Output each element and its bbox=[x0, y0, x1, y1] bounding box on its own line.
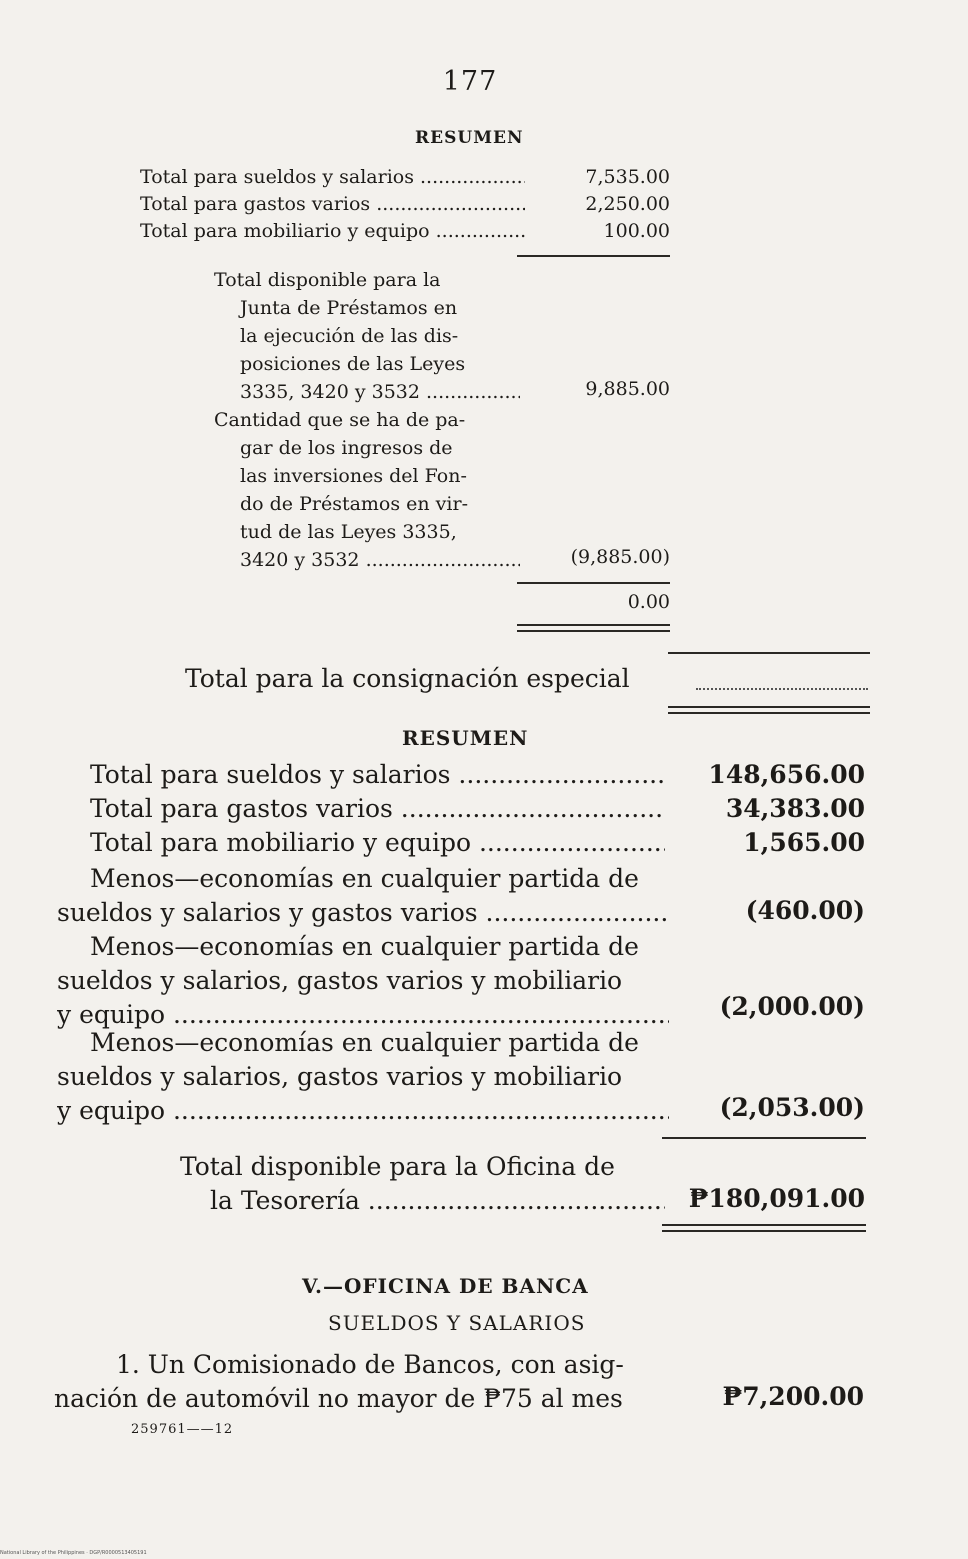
text-line: gar de los ingresos de bbox=[240, 437, 453, 459]
resumen-1-row bbox=[140, 193, 670, 219]
text-line: sueldos y salarios, gastos varios y mobiliario bbox=[57, 966, 623, 995]
text-line: 1. Un Comisionado de Bancos, con asig- bbox=[116, 1350, 624, 1379]
cantidad-block bbox=[214, 406, 524, 574]
section-subheading: SUELDOS Y SALARIOS bbox=[328, 1311, 586, 1335]
consignacion-label: Total para la consignación especial bbox=[185, 664, 630, 693]
row-value: 2,250.00 bbox=[585, 193, 670, 215]
rule bbox=[668, 652, 870, 654]
double-rule bbox=[662, 1224, 866, 1226]
resumen-heading-1: RESUMEN bbox=[415, 128, 524, 148]
text-line: do de Préstamos en vir- bbox=[240, 493, 468, 515]
menos-block-1 bbox=[57, 862, 669, 930]
page-number: 177 bbox=[442, 66, 498, 97]
text-line: Cantidad que se ha de pa- bbox=[214, 409, 466, 431]
text-line: sueldos y salarios y gastos varios ..... bbox=[57, 896, 669, 930]
text-line: Junta de Préstamos en bbox=[240, 297, 458, 319]
total-tesoreria-block bbox=[180, 1150, 670, 1218]
footer-text: National Library of the Philippines · DGP/R0000513405191 bbox=[0, 1550, 147, 1556]
item-1-value: ₱7,200.00 bbox=[722, 1382, 864, 1411]
text-line: la ejecución de las dis- bbox=[240, 325, 459, 347]
double-rule bbox=[517, 624, 670, 626]
resumen-1-row bbox=[140, 166, 670, 192]
text-line: nación de automóvil no mayor de ₱75 al mes bbox=[54, 1384, 623, 1413]
text-line: Total disponible para la bbox=[214, 269, 441, 291]
menos-value-3: (2,053.00) bbox=[719, 1093, 865, 1122]
row-value: 148,656.00 bbox=[708, 760, 865, 789]
double-rule bbox=[668, 706, 870, 708]
row-value: 100.00 bbox=[603, 220, 670, 242]
menos-value-2: (2,000.00) bbox=[719, 992, 865, 1021]
resumen-2-row bbox=[90, 828, 865, 862]
text-line: y equipo ..... bbox=[57, 1094, 669, 1128]
row-label: Total para gastos varios ..... bbox=[140, 193, 525, 215]
item-1-block bbox=[54, 1348, 669, 1416]
disponible-value: 9,885.00 bbox=[585, 378, 670, 400]
section-heading: V.—OFICINA DE BANCA bbox=[302, 1274, 589, 1298]
text-line: las inversiones del Fon- bbox=[240, 465, 467, 487]
net-value: 0.00 bbox=[627, 591, 670, 613]
resumen-2-row bbox=[90, 760, 865, 794]
dotted-leader bbox=[696, 688, 868, 690]
double-rule bbox=[662, 1230, 866, 1232]
row-label: Total para sueldos y salarios ..... bbox=[90, 760, 665, 789]
resumen-1-row bbox=[140, 220, 670, 246]
text-line: Total disponible para la Oficina de bbox=[180, 1152, 615, 1181]
row-value: 34,383.00 bbox=[725, 794, 865, 823]
text-line: Menos—economías en cualquier partida de bbox=[90, 932, 639, 961]
cantidad-value: (9,885.00) bbox=[570, 546, 670, 568]
menos-value-1: (460.00) bbox=[745, 896, 865, 925]
text-line: tud de las Leyes 3335, bbox=[240, 521, 457, 543]
double-rule bbox=[668, 712, 870, 714]
signature-mark: 259761——12 bbox=[131, 1422, 234, 1437]
resumen-2-row bbox=[90, 794, 865, 828]
rule bbox=[517, 255, 670, 257]
text-line: Menos—economías en cualquier partida de bbox=[90, 864, 639, 893]
text-line: sueldos y salarios, gastos varios y mobiliario bbox=[57, 1062, 623, 1091]
text-line: Menos—economías en cualquier partida de bbox=[90, 1028, 639, 1057]
row-label: Total para mobiliario y equipo ..... bbox=[90, 828, 665, 857]
row-value: 1,565.00 bbox=[743, 828, 865, 857]
text-line: 3335, 3420 y 3532 ..... bbox=[214, 378, 520, 406]
rule bbox=[662, 1137, 866, 1139]
resumen-heading-2: RESUMEN bbox=[402, 726, 529, 750]
row-label: Total para sueldos y salarios ..... bbox=[140, 166, 525, 188]
menos-block-2 bbox=[57, 930, 669, 1032]
rule bbox=[517, 582, 670, 584]
text-line: 3420 y 3532 ..... bbox=[214, 546, 520, 574]
text-line: la Tesorería ..... bbox=[180, 1184, 665, 1218]
row-label: Total para mobiliario y equipo ..... bbox=[140, 220, 525, 242]
text-line: posiciones de las Leyes bbox=[240, 353, 466, 375]
double-rule bbox=[517, 630, 670, 632]
row-label: Total para gastos varios ..... bbox=[90, 794, 665, 823]
row-value: 7,535.00 bbox=[585, 166, 670, 188]
disponible-block bbox=[214, 266, 524, 406]
total-tesoreria-value: ₱180,091.00 bbox=[688, 1184, 865, 1213]
menos-block-3 bbox=[57, 1026, 669, 1128]
text-line: y equipo ..... bbox=[57, 998, 669, 1032]
